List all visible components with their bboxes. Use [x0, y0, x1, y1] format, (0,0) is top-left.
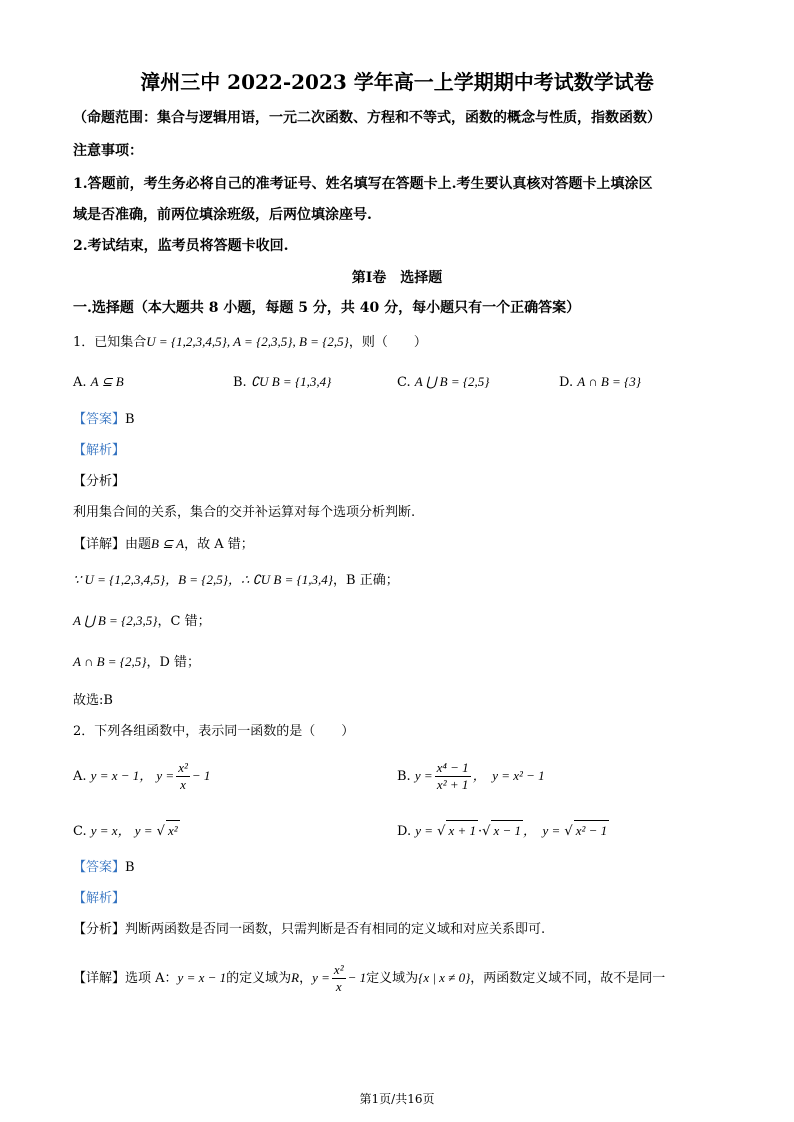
q2-detail-1: 【详解】选项 A：y = x − 1的定义域为R，y = $\frac{\text{x²}}{x}$ − 1定义域为{x | x ≠ 0}，两函数定义域不同，故不是同一: [73, 962, 666, 994]
page-footer: 第1页/共16页: [359, 1092, 435, 1106]
question-1-stem: [73, 332, 427, 353]
q2-jiexi-label: 【解析】: [73, 891, 126, 906]
page-title: 漳州三中 2022-2023 学年高一上学期期中考试数学试卷: [140, 70, 654, 94]
section-heading: 一.选择题（本大题共 8 小题，每题 5 分，共 40 分，每小题只有一个正确答案）: [73, 300, 581, 316]
q1-fenxi-label: 【分析】: [73, 474, 126, 489]
q1-stem-math: U = {1,2,3,4,5}, A = {2,3,5}, B = {2,5}: [146, 334, 349, 349]
q1-answer: 【答案】B: [73, 412, 135, 427]
q2-option-d: D. y = √ x + 1 ·√ x − 1 ， y = √ x² − 1: [397, 820, 609, 842]
exam-scope: （命题范围：集合与逻辑用语，一元二次函数、方程和不等式，函数的概念与性质，指数函数）: [73, 110, 661, 126]
q1-detail-3: A ⋃ B = {2,3,5}，C 错；: [73, 613, 211, 629]
q2-answer: 【答案】B: [73, 860, 135, 875]
q1-detail-1: 【详解】由题B ⊆ A，故 A 错；: [73, 536, 254, 552]
q1-stem-suffix: ，则（ ）: [348, 335, 427, 350]
part-heading: 第Ⅰ卷 选择题: [351, 270, 443, 286]
q1-detail-4: A ∩ B = {2,5}，D 错；: [73, 654, 201, 670]
q1-option-d: D. A ∩ B = {3}: [559, 374, 641, 390]
q1-jiexi-label: 【解析】: [73, 443, 126, 458]
note-1-line-1: 1.答题前，考生务必将自己的准考证号、姓名填写在答题卡上.考生要认真核对答题卡上填涂区: [73, 176, 653, 192]
q1-option-a: A. A ⊆ B: [73, 374, 124, 390]
q2-option-b: B. y = $\frac{\text{x⁴ − 1}}{\text{x² + 1}}$ ， y = x² − 1: [397, 760, 545, 792]
q1-stem-prefix: 1．已知集合: [73, 335, 147, 350]
q1-option-c: C. A ⋃ B = {2,5}: [397, 374, 490, 390]
note-1-line-2: 域是否准确，前两位填涂班级，后两位填涂座号.: [73, 207, 372, 223]
q1-option-b: B. ∁U B = {1,3,4}: [233, 374, 332, 390]
q2-option-a: A. y = x − 1， y = $\frac{\text{x²}}{x}$ − 1: [73, 760, 211, 792]
q2-option-c: C. y = x， y = √ x²: [73, 820, 180, 842]
q2-fenxi: 【分析】判断两函数是否同一函数，只需判断是否有相同的定义域和对应关系即可.: [73, 922, 546, 937]
q1-detail-2: ∵ U = {1,2,3,4,5}，B = {2,5}，∴ ∁U B = {1,3,4}，B 正确；: [73, 572, 399, 588]
q1-fenxi-text: 利用集合间的关系，集合的交并补运算对每个选项分析判断.: [73, 505, 416, 520]
q1-choice: 故选:B: [73, 693, 113, 708]
notes-heading: 注意事项：: [73, 143, 143, 159]
note-2: 2.考试结束，监考员将答题卡收回.: [73, 238, 289, 254]
question-2-stem: 2．下列各组函数中，表示同一函数的是（ ）: [73, 724, 355, 739]
